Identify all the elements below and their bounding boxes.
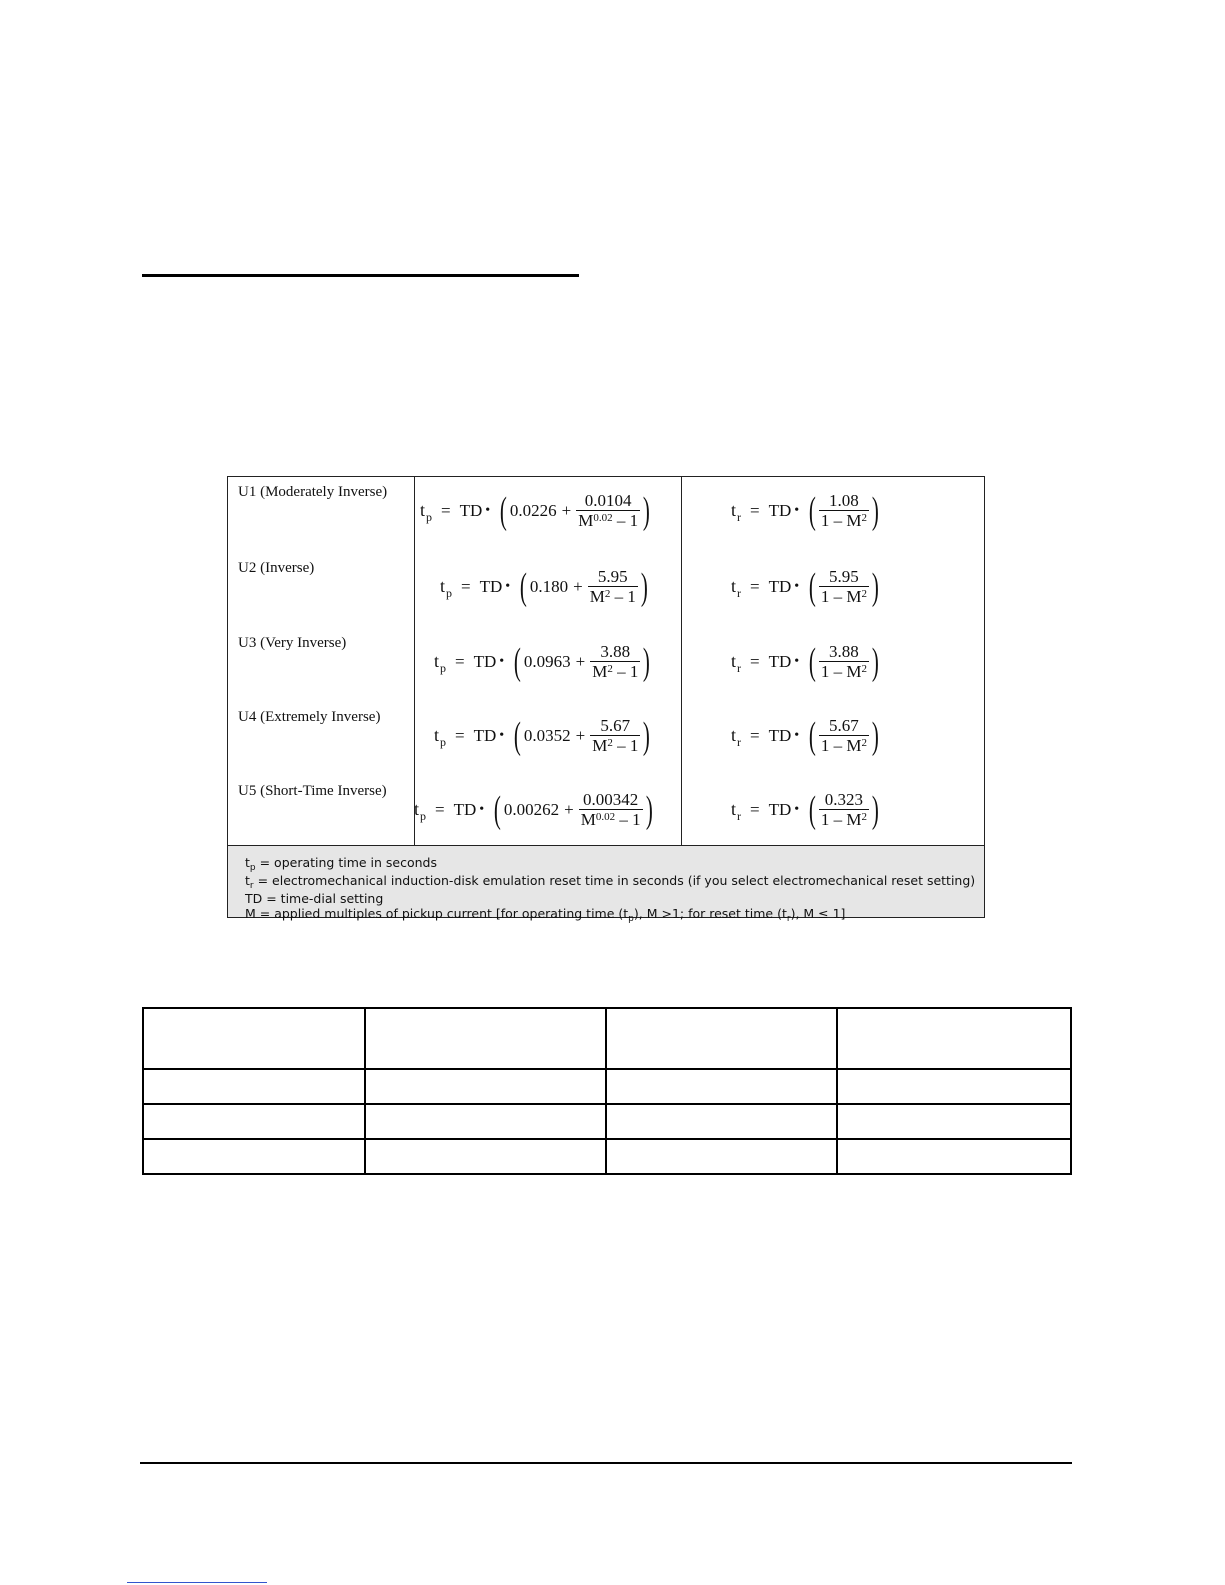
time-dial-symbol: TD xyxy=(453,799,477,819)
operating-time-equation xyxy=(420,491,653,530)
curve-constant: 0.180 xyxy=(529,576,569,596)
den-base: M xyxy=(592,736,608,755)
operating-fraction xyxy=(579,790,643,829)
table-row xyxy=(143,1069,1071,1104)
equation-legend xyxy=(228,845,984,924)
legend-m: M = applied multiples of pickup current [for operating time $(t_p)$, M >1; for reset time $(t_r)$, M ≤ 1] xyxy=(245,906,846,924)
time-dial-symbol: TD xyxy=(768,799,792,819)
fraction-numerator: 0.00342 xyxy=(579,790,643,810)
right-paren: ) xyxy=(640,565,648,608)
operating-fraction xyxy=(576,491,640,530)
table-cell xyxy=(837,1008,1071,1069)
tp-subscript: p xyxy=(426,510,433,524)
fraction-numerator: 5.67 xyxy=(819,716,869,736)
equals-sign: = xyxy=(750,500,760,520)
reset-den-prefix: 1 – M xyxy=(820,511,862,530)
left-paren: ( xyxy=(809,788,816,831)
right-paren: ) xyxy=(871,788,879,831)
den-exponent: 0.02 xyxy=(593,512,613,524)
equals-sign: = xyxy=(461,576,471,596)
tp-symbol: t xyxy=(414,799,420,819)
den-base: M xyxy=(592,662,608,681)
reset-time-equation xyxy=(731,642,882,681)
multiply-bullet: • xyxy=(485,502,491,518)
equals-sign: = xyxy=(750,799,760,819)
fraction-numerator: 5.95 xyxy=(819,567,869,587)
legend-td: TD = time-dial setting xyxy=(245,891,384,906)
reset-den-prefix: 1 – M xyxy=(820,587,862,606)
fraction-denominator xyxy=(819,736,869,755)
fraction-denominator xyxy=(588,587,638,606)
left-paren: ( xyxy=(809,489,816,532)
right-paren: ) xyxy=(871,489,879,532)
den-exponent: 2 xyxy=(604,588,611,600)
reset-den-exponent: 2 xyxy=(861,512,867,524)
left-paren: ( xyxy=(500,489,507,532)
fraction-denominator xyxy=(819,662,869,681)
reset-fraction xyxy=(819,790,869,829)
table-cell xyxy=(606,1139,837,1174)
equals-sign: = xyxy=(750,651,760,671)
operating-fraction xyxy=(588,567,638,606)
den-minus-one: – 1 xyxy=(612,662,639,681)
multiply-bullet: • xyxy=(794,801,800,817)
den-minus-one: – 1 xyxy=(612,511,639,530)
table-cell xyxy=(365,1139,606,1174)
left-paren: ( xyxy=(494,788,501,831)
tp-symbol: t xyxy=(440,576,446,596)
left-paren: ( xyxy=(514,640,521,683)
time-dial-symbol: TD xyxy=(768,500,792,520)
right-paren: ) xyxy=(642,489,650,532)
operating-time-equation xyxy=(434,716,653,755)
tp-subscript: p xyxy=(446,586,453,600)
table-header-row xyxy=(143,1008,1071,1069)
reset-fraction xyxy=(819,716,869,755)
den-minus-one: – 1 xyxy=(615,810,641,829)
multiply-bullet: • xyxy=(505,578,511,594)
legend-tr: $t_r$ = electromechanical induction-disk emulation reset time in seconds (if you select electromechanical reset setting) xyxy=(245,873,976,891)
left-paren: ( xyxy=(809,565,816,608)
footer-link-underline xyxy=(127,1582,267,1583)
multiply-bullet: • xyxy=(794,727,800,743)
time-dial-symbol: TD xyxy=(768,576,792,596)
reset-den-exponent: 2 xyxy=(861,811,867,823)
tr-symbol: t xyxy=(731,500,737,520)
tr-symbol: t xyxy=(731,725,737,745)
inverse-curve-equations-figure xyxy=(227,476,985,924)
left-paren: ( xyxy=(520,565,527,608)
left-paren: ( xyxy=(514,714,521,757)
plus-sign: + xyxy=(561,500,572,520)
footer-divider xyxy=(140,1462,1072,1464)
reset-time-equation xyxy=(731,716,882,755)
tr-symbol: t xyxy=(731,651,737,671)
operating-fraction xyxy=(590,716,640,755)
table-cell xyxy=(365,1069,606,1104)
tr-subscript: r xyxy=(737,661,742,675)
table-cell xyxy=(365,1104,606,1139)
tp-symbol: t xyxy=(434,651,440,671)
fraction-denominator xyxy=(590,662,640,681)
plus-sign: + xyxy=(564,799,574,819)
curve-constant: 0.0963 xyxy=(523,651,571,671)
den-minus-one: – 1 xyxy=(610,587,636,606)
fraction-denominator xyxy=(579,810,643,829)
operating-fraction xyxy=(590,642,640,681)
tp-symbol: t xyxy=(420,500,426,520)
fraction-numerator: 1.08 xyxy=(819,491,869,511)
curve-label: U1 (Moderately Inverse) xyxy=(238,484,388,500)
time-dial-symbol: TD xyxy=(768,651,792,671)
curve-label: U5 (Short-Time Inverse) xyxy=(238,783,387,799)
equals-sign: = xyxy=(435,799,445,819)
time-dial-symbol: TD xyxy=(479,576,503,596)
fraction-denominator xyxy=(819,511,869,530)
den-exponent: 2 xyxy=(607,737,613,749)
right-paren: ) xyxy=(871,714,879,757)
tr-subscript: r xyxy=(737,510,742,524)
table-cell xyxy=(143,1008,365,1069)
den-base: M xyxy=(578,511,594,530)
time-dial-symbol: TD xyxy=(768,725,792,745)
multiply-bullet: • xyxy=(499,727,505,743)
operating-time-equation xyxy=(440,567,650,606)
operating-time-equation xyxy=(414,790,655,829)
tr-subscript: r xyxy=(737,809,742,823)
equals-sign: = xyxy=(750,576,760,596)
equals-sign: = xyxy=(455,651,465,671)
table-cell xyxy=(143,1139,365,1174)
table-cell xyxy=(606,1008,837,1069)
right-paren: ) xyxy=(643,640,651,683)
blank-data-table xyxy=(142,1007,1072,1175)
reset-fraction xyxy=(819,567,869,606)
reset-den-exponent: 2 xyxy=(861,663,867,675)
curve-label: U2 (Inverse) xyxy=(238,560,315,576)
reset-time-equation xyxy=(731,567,882,606)
tp-subscript: p xyxy=(420,809,427,823)
table-cell xyxy=(837,1104,1071,1139)
curve-label: U3 (Very Inverse) xyxy=(238,635,347,651)
table-cell xyxy=(143,1104,365,1139)
den-exponent: 0.02 xyxy=(595,811,616,823)
section-divider-top xyxy=(142,274,579,277)
curve-label: U4 (Extremely Inverse) xyxy=(238,709,381,725)
multiply-bullet: • xyxy=(794,578,800,594)
fraction-numerator: 3.88 xyxy=(590,642,640,662)
reset-time-equation xyxy=(731,491,882,530)
curve-constant: 0.00262 xyxy=(503,799,560,819)
table-cell xyxy=(837,1069,1071,1104)
left-paren: ( xyxy=(809,640,816,683)
right-paren: ) xyxy=(871,640,879,683)
tr-symbol: t xyxy=(731,799,737,819)
equals-sign: = xyxy=(750,725,760,745)
plus-sign: + xyxy=(575,725,586,745)
table-cell xyxy=(365,1008,606,1069)
multiply-bullet: • xyxy=(794,653,800,669)
left-paren: ( xyxy=(809,714,816,757)
fraction-numerator: 0.0104 xyxy=(576,491,640,511)
right-paren: ) xyxy=(643,714,651,757)
fraction-numerator: 5.67 xyxy=(590,716,640,736)
fraction-numerator: 5.95 xyxy=(588,567,638,587)
reset-den-prefix: 1 – M xyxy=(820,736,862,755)
tr-subscript: r xyxy=(737,586,742,600)
reset-den-exponent: 2 xyxy=(861,737,867,749)
tr-subscript: r xyxy=(737,735,742,749)
reset-fraction xyxy=(819,642,869,681)
curve-constant: 0.0352 xyxy=(523,725,571,745)
table-cell xyxy=(606,1104,837,1139)
tr-symbol: t xyxy=(731,576,737,596)
den-minus-one: – 1 xyxy=(612,736,639,755)
tp-subscript: p xyxy=(440,661,447,675)
time-dial-symbol: TD xyxy=(473,725,497,745)
time-dial-symbol: TD xyxy=(459,500,483,520)
fraction-denominator xyxy=(576,511,640,530)
fraction-numerator: 3.88 xyxy=(819,642,869,662)
equals-sign: = xyxy=(441,500,451,520)
tp-subscript: p xyxy=(440,735,447,749)
den-exponent: 2 xyxy=(607,663,613,675)
reset-time-equation xyxy=(731,790,882,829)
plus-sign: + xyxy=(575,651,586,671)
column-divider xyxy=(681,477,682,845)
legend-tp: $t_p$ = operating time in seconds xyxy=(245,855,437,873)
fraction-denominator xyxy=(819,587,869,606)
reset-den-exponent: 2 xyxy=(861,588,867,600)
den-base: M xyxy=(580,810,596,829)
right-paren: ) xyxy=(871,565,879,608)
multiply-bullet: • xyxy=(794,502,800,518)
table-row xyxy=(143,1139,1071,1174)
multiply-bullet: • xyxy=(479,801,485,817)
fraction-numerator: 0.323 xyxy=(819,790,869,810)
equals-sign: = xyxy=(455,725,465,745)
reset-fraction xyxy=(819,491,869,530)
den-base: M xyxy=(589,587,605,606)
right-paren: ) xyxy=(645,788,653,831)
multiply-bullet: • xyxy=(499,653,505,669)
reset-den-prefix: 1 – M xyxy=(820,810,862,829)
table-cell xyxy=(143,1069,365,1104)
tp-symbol: t xyxy=(434,725,440,745)
table-cell xyxy=(606,1069,837,1104)
time-dial-symbol: TD xyxy=(473,651,497,671)
operating-time-equation xyxy=(434,642,653,681)
table-cell xyxy=(837,1139,1071,1174)
fraction-denominator xyxy=(819,810,869,829)
curve-constant: 0.0226 xyxy=(509,500,557,520)
reset-den-prefix: 1 – M xyxy=(820,662,862,681)
fraction-denominator xyxy=(590,736,640,755)
plus-sign: + xyxy=(573,576,583,596)
table-row xyxy=(143,1104,1071,1139)
